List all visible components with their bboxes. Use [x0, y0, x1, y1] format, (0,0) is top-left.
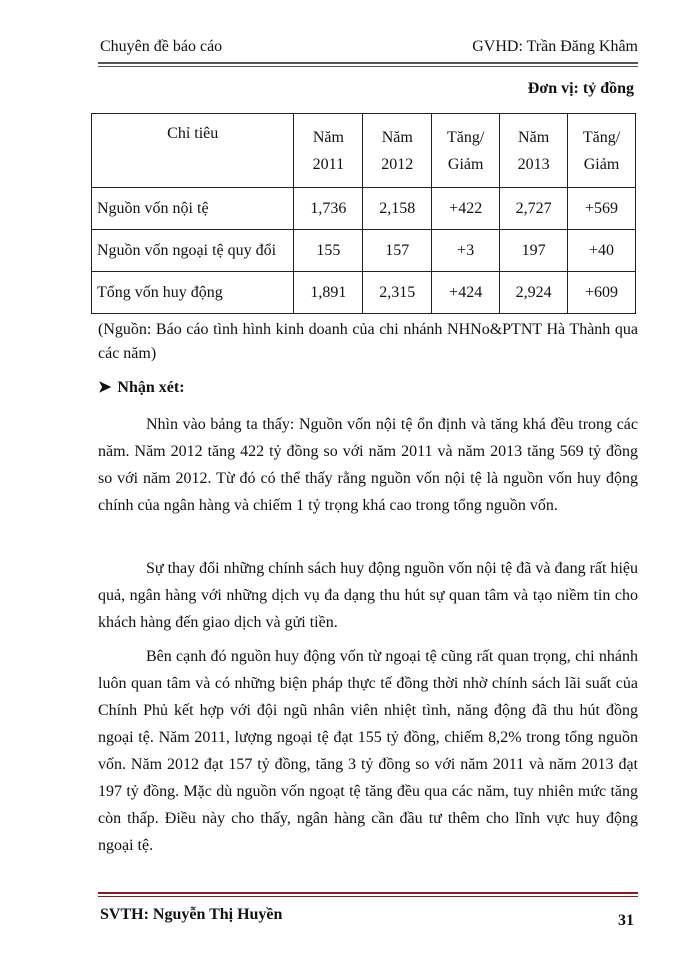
header-divider — [98, 62, 638, 64]
arrow-bullet-icon: ➤ — [98, 379, 112, 396]
cell: +40 — [568, 230, 636, 272]
table-header-row — [92, 114, 636, 188]
header-advisor: GVHD: Trần Đăng Khâm — [472, 38, 638, 55]
header-divider-thin — [98, 66, 638, 67]
footer-divider — [98, 892, 638, 894]
page-number: 31 — [618, 912, 634, 929]
table-row — [92, 188, 636, 230]
table-source-note: (Nguồn: Báo cáo tình hình kinh doanh của chi nhánh NHNo&PTNT Hà Thành qua các năm) — [98, 321, 638, 362]
cell: 155 — [294, 230, 363, 272]
cell: +3 — [432, 230, 500, 272]
remark-heading — [98, 377, 185, 397]
cell: 157 — [363, 230, 432, 272]
cell: 2,315 — [363, 272, 432, 314]
row-label: Nguồn vốn ngoại tệ quy đổi — [92, 230, 294, 272]
cell: 2,727 — [500, 188, 568, 230]
cell: +424 — [432, 272, 500, 314]
cell: 1,891 — [294, 272, 363, 314]
row-label: Nguồn vốn nội tệ — [92, 188, 294, 230]
col-header: Năm 2012 — [363, 114, 432, 188]
cell: +422 — [432, 188, 500, 230]
capital-table — [91, 113, 636, 314]
table-row — [92, 230, 636, 272]
paragraph: Sự thay đổi những chính sách huy động nguồn vốn nội tệ đã và đang rất hiệu quả, ngân hàng với những dịch vụ đa dạng thu hút sự quan tâm và tạo niềm tin cho khách hàng đến giao dịch và gửi tiền. — [98, 560, 638, 631]
col-header: Tăng/ Giảm — [568, 114, 636, 188]
header-title: Chuyên đề báo cáo — [100, 38, 223, 55]
col-header: Tăng/ Giảm — [432, 114, 500, 188]
row-label: Tổng vốn huy động — [92, 272, 294, 314]
col-header: Chỉ tiêu — [92, 114, 294, 188]
unit-label: Đơn vị: tỷ đồng — [527, 80, 634, 97]
cell: 1,736 — [294, 188, 363, 230]
table-row — [92, 272, 636, 314]
cell: +609 — [568, 272, 636, 314]
footer-divider-thin — [98, 896, 638, 897]
col-header: Năm 2013 — [500, 114, 568, 188]
paragraph: Nhìn vào bảng ta thấy: Nguồn vốn nội tệ ổn định và tăng khá đều trong các năm. Năm 2012 tăng 422 tỷ đồng so với năm 2011 và năm 2013 tăng 569 tỷ đồng so với năm 2012. Từ đó có thể thấy rằng nguồn vốn nội tệ là nguồn vốn huy động chính của ngân hàng và chiếm 1 tỷ trọng khá cao trong tổng nguồn vốn. — [98, 416, 638, 514]
cell: 2,924 — [500, 272, 568, 314]
cell: 2,158 — [363, 188, 432, 230]
cell: 197 — [500, 230, 568, 272]
footer-student: SVTH: Nguyễn Thị Huyền — [100, 906, 283, 923]
remark-title: Nhận xét: — [117, 379, 185, 396]
col-header: Năm 2011 — [294, 114, 363, 188]
cell: +569 — [568, 188, 636, 230]
paragraph: Bên cạnh đó nguồn huy động vốn từ ngoại tệ cũng rất quan trọng, chi nhánh luôn quan tâm và có những biện pháp thực tế đồng thời nhờ chính sách lãi suất của Chính Phủ kết hợp với đội ngũ nhân viên nhiệt tình, năng động đã thu hút đồng ngoại tệ. Năm 2011, lượng ngoại tệ đạt 155 tỷ đồng, chiếm 8,2% trong tổng nguồn vốn. Năm 2012 đạt 157 tỷ đồng, tăng 3 tỷ đồng so với năm 2011 và năm 2013 đạt 197 tỷ đồng. Mặc dù nguồn vốn ngoạt tệ tăng đều qua các năm, tuy nhiên mức tăng còn thấp. Điều này cho thấy, ngân hàng cần đầu tư thêm cho lĩnh vực huy động ngoại tệ. — [98, 648, 638, 854]
